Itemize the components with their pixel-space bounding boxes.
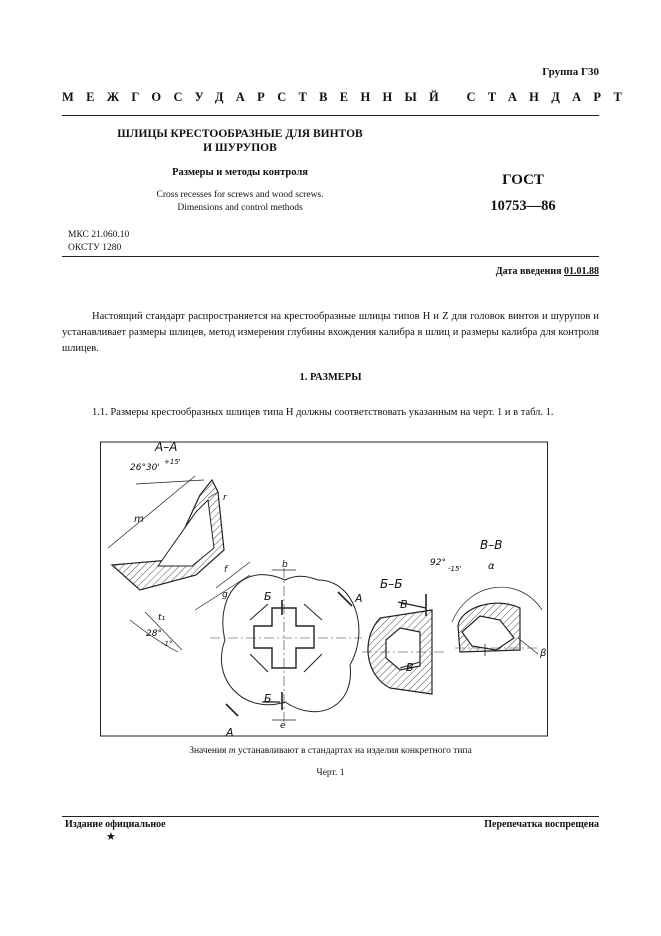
angle-top-label: 26°30': [130, 463, 160, 473]
okstu-code: ОКСТУ 1280: [68, 242, 122, 253]
classification-codes: [68, 229, 129, 254]
group-code: Группа Г30: [542, 66, 599, 78]
plan-view: [210, 568, 362, 725]
intro-date-value: 01.01.88: [564, 266, 599, 277]
cut-v-bottom-label: В: [406, 661, 414, 674]
cut-v-top-label: В: [400, 598, 408, 611]
section-heading: 1. РАЗМЕРЫ: [299, 372, 362, 383]
title-line-2: И ШУРУПОВ: [203, 142, 277, 154]
title-line-1: ШЛИЦЫ КРЕСТООБРАЗНЫЕ ДЛЯ ВИНТОВ: [117, 128, 363, 140]
caption-variable: m: [228, 746, 236, 756]
reprint-prohibited-note: Перепечатка воспрещена: [484, 819, 599, 830]
standard-banner: МЕЖГОСУДАРСТВЕННЫЙ СТАНДАРТ: [62, 90, 635, 104]
introduction-date: [496, 266, 599, 277]
star-icon: ★: [106, 831, 116, 843]
document-subtitle: Размеры и методы контроля: [172, 167, 308, 178]
scope-paragraph: Настоящий стандарт распространяется на крестообразные шлицы типов Н и Z для головок винтов и шурупов и устанавливает размеры шлицев, метод измерения глубины вхождения калибра в шлиц и размеры калибра для контроля шлицев.: [62, 311, 599, 354]
english-title-line-1: Cross recesses for screws and wood screws.: [156, 190, 324, 200]
cut-a-top-label: А: [355, 592, 363, 605]
gost-block: [468, 172, 578, 215]
cut-a-bottom-label: А: [226, 726, 234, 738]
section-vv-view: [452, 587, 542, 656]
english-title-line-2: Dimensions and control methods: [177, 202, 303, 213]
angle-bottom-tolerance: -1°: [162, 640, 173, 648]
angle-bottom-label: 28°: [146, 629, 162, 639]
clause-1-1: 1.1. Размеры крестообразных шлицев типа Н должны соответствовать указанным на черт. 1 и в табл. 1.: [92, 407, 554, 418]
section-vv-label: В–В: [480, 538, 503, 552]
figure-1-drawing: [100, 440, 549, 738]
cut-b-bottom-label: Б: [264, 692, 272, 705]
figure-number: Черт. 1: [316, 768, 345, 778]
caption-suffix: устанавливают в стандартах на изделия конкретного типа: [235, 746, 472, 756]
mks-code: МКС 21.060.10: [68, 230, 130, 240]
angle-top-tolerance: +15': [164, 458, 181, 466]
gost-number: 10753—86: [490, 198, 556, 214]
official-edition-note: Издание официальное: [65, 819, 166, 830]
dim-f-label: f: [224, 565, 228, 575]
dim-t1-label: t₁: [158, 613, 166, 623]
caption-prefix: Значения: [189, 746, 229, 756]
section-aa-view: [108, 476, 250, 652]
dim-g-label: g: [222, 590, 228, 600]
title-block: [110, 127, 370, 214]
footer-divider: [62, 816, 599, 817]
alpha-label: α: [488, 561, 495, 572]
top-divider: [62, 115, 599, 116]
codes-divider: [62, 256, 599, 257]
dim-e-label: e: [280, 721, 286, 731]
drawing-frame: [101, 442, 548, 736]
angle-right-label: 92°: [430, 558, 446, 568]
dim-m-label: m: [134, 514, 144, 525]
section-aa-label: А–А: [155, 440, 178, 454]
dim-b-label: b: [282, 560, 288, 570]
cut-b-top-label: Б: [264, 590, 272, 603]
english-title: [110, 189, 370, 214]
angle-right-tolerance: -15': [448, 565, 462, 573]
gost-label: ГОСТ: [502, 172, 544, 188]
beta-label: β: [540, 648, 547, 659]
section-bb-label: Б–Б: [380, 577, 403, 591]
intro-date-label: Дата введения: [495, 266, 564, 277]
dim-r-label: r: [223, 493, 227, 503]
figure-caption: [0, 746, 661, 756]
document-title: [110, 127, 370, 155]
